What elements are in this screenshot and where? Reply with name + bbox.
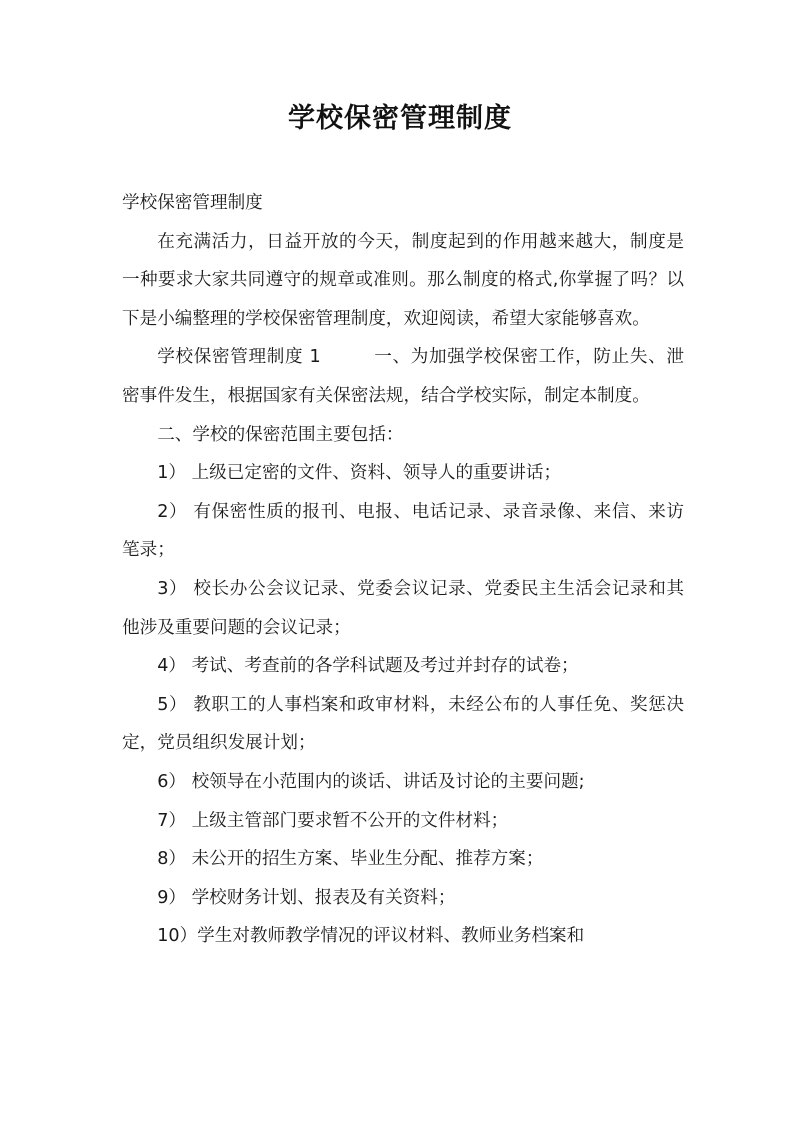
intro-paragraph: 在充满活力，日益开放的今天，制度起到的作用越来越大，制度是一种要求大家共同遵守的规章或准则。那么制度的格式,你掌握了吗？以下是小编整理的学校保密管理制度，欢迎阅读，希望大家能够喜欢。 [122,231,684,329]
section-heading: 学校保密管理制度 1 [157,347,321,368]
clause-1: 一、为加强学校保密工作，防止失、泄密事件发生，根据国家有关保密法规，结合学校实际，制定本制度。 [122,347,684,406]
list-item: 9） 学校财务计划、报表及有关资料； [157,887,456,908]
list-item: 4） 考试、考查前的各学科试题及考过并封存的试卷； [157,656,579,677]
list-item: 1） 上级已定密的文件、资料、领导人的重要讲话； [157,463,562,484]
clause-2: 二、学校的保密范围主要包括： [157,424,404,445]
list-item: 3） 校长办公会议记录、党委会议记录、党委民主生活会记录和其他涉及重要问题的会议记录； [122,578,684,638]
section-paragraph [122,338,684,415]
document-title: 学校保密管理制度 [288,103,512,134]
list-item: 8） 未公开的招生方案、毕业生分配、推荐方案； [157,849,544,870]
list-item: 7） 上级主管部门要求暂不公开的文件材料； [157,810,509,831]
document-body [122,184,684,956]
list-item: 5） 教职工的人事档案和政审材料，未经公布的人事任免、奖惩决定，党员组织发展计划； [122,694,684,754]
list-item: 10）学生对教师教学情况的评议材料、教师业务档案和 [157,926,585,947]
list-item: 6） 校领导在小范围内的谈话、讲话及讨论的主要问题; [157,771,585,792]
list-item: 2） 有保密性质的报刊、电报、电话记录、录音录像、来信、来访笔录； [122,501,684,561]
document-subtitle: 学校保密管理制度 [122,193,263,213]
